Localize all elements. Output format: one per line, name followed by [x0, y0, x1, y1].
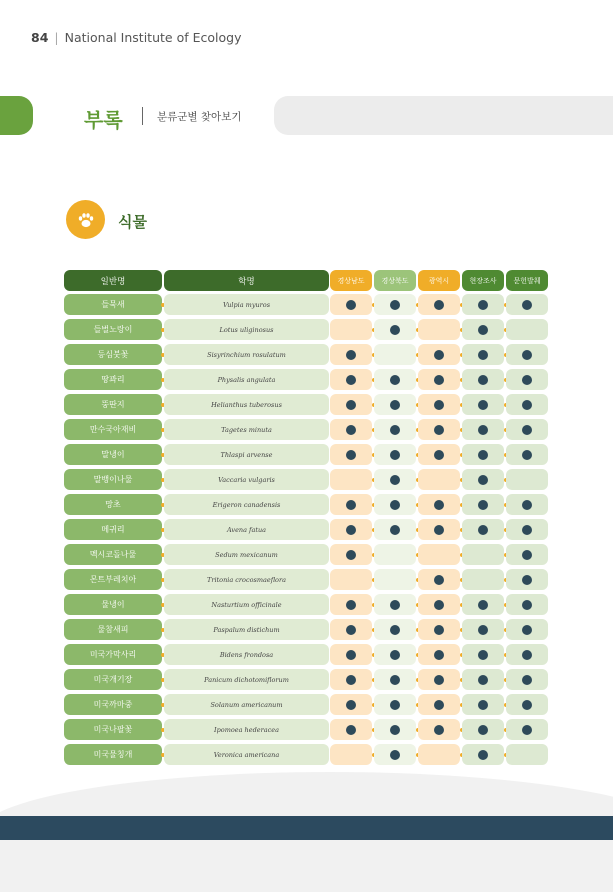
occurrence-cell [330, 469, 372, 490]
occurrence-cell [462, 494, 504, 515]
occurrence-dot [346, 425, 356, 435]
occurrence-dot [390, 500, 400, 510]
occurrence-dot [390, 650, 400, 660]
occurrence-cell [330, 494, 372, 515]
occurrence-cell [374, 319, 416, 340]
publisher-name: National Institute of Ecology [64, 30, 242, 45]
common-name-cell: 미국까마중 [64, 694, 162, 715]
scientific-name-cell: Paspalum distichum [164, 619, 329, 640]
occurrence-dot [478, 625, 488, 635]
occurrence-cell [418, 744, 460, 765]
header-scientific-name: 학명 [164, 270, 329, 291]
scientific-name-cell: Nasturtium officinale [164, 594, 329, 615]
scientific-name-cell: Panicum dichotomiflorum [164, 669, 329, 690]
occurrence-cell [374, 569, 416, 590]
common-name-cell: 말뱅이나물 [64, 469, 162, 490]
occurrence-cell [418, 494, 460, 515]
occurrence-dot [478, 750, 488, 760]
occurrence-dot [434, 350, 444, 360]
occurrence-dot [390, 525, 400, 535]
table-row [0, 544, 613, 565]
section-banner-bar [274, 96, 613, 135]
occurrence-cell [418, 594, 460, 615]
occurrence-cell [330, 319, 372, 340]
section-divider [142, 107, 143, 125]
occurrence-cell [506, 494, 548, 515]
occurrence-cell [330, 744, 372, 765]
occurrence-dot [346, 300, 356, 310]
occurrence-cell [506, 519, 548, 540]
scientific-name-cell: Vulpia myuros [164, 294, 329, 315]
occurrence-cell [506, 719, 548, 740]
section-title: 부록 [84, 108, 123, 132]
occurrence-dot [522, 650, 532, 660]
occurrence-cell [374, 619, 416, 640]
occurrence-cell [418, 669, 460, 690]
page-header [31, 30, 241, 45]
occurrence-dot [346, 450, 356, 460]
table-row [0, 369, 613, 390]
scientific-name-cell: Thlaspi arvense [164, 444, 329, 465]
occurrence-dot [390, 600, 400, 610]
occurrence-cell [374, 344, 416, 365]
occurrence-dot [346, 500, 356, 510]
common-name-cell: 미국가막사리 [64, 644, 162, 665]
occurrence-dot [434, 650, 444, 660]
occurrence-cell [330, 719, 372, 740]
occurrence-dot [346, 675, 356, 685]
occurrence-dot [346, 525, 356, 535]
occurrence-dot [522, 350, 532, 360]
common-name-cell: 들묵새 [64, 294, 162, 315]
occurrence-dot [346, 650, 356, 660]
occurrence-dot [346, 550, 356, 560]
table-row [0, 694, 613, 715]
occurrence-cell [418, 569, 460, 590]
occurrence-dot [390, 750, 400, 760]
occurrence-cell [418, 719, 460, 740]
table-row [0, 669, 613, 690]
occurrence-dot [522, 725, 532, 735]
occurrence-cell [462, 369, 504, 390]
scientific-name-cell: Helianthus tuberosus [164, 394, 329, 415]
occurrence-dot [346, 350, 356, 360]
header-field-survey: 현장조사 [462, 270, 504, 291]
occurrence-dot [434, 700, 444, 710]
table-row [0, 569, 613, 590]
common-name-cell: 만수국아재비 [64, 419, 162, 440]
occurrence-cell [418, 444, 460, 465]
table-row [0, 494, 613, 515]
occurrence-dot [478, 375, 488, 385]
page-number: 84 [31, 30, 49, 45]
occurrence-cell [506, 394, 548, 415]
table-row [0, 294, 613, 315]
common-name-cell: 멕시코돌나물 [64, 544, 162, 565]
occurrence-cell [374, 419, 416, 440]
occurrence-cell [462, 344, 504, 365]
occurrence-dot [434, 425, 444, 435]
occurrence-dot [522, 575, 532, 585]
table-row [0, 619, 613, 640]
occurrence-dot [522, 525, 532, 535]
occurrence-dot [434, 600, 444, 610]
table-row [0, 744, 613, 765]
category-label: 식물 [118, 213, 147, 231]
header-metropolitan: 광역시 [418, 270, 460, 291]
occurrence-cell [374, 444, 416, 465]
occurrence-dot [346, 725, 356, 735]
occurrence-cell [462, 694, 504, 715]
occurrence-cell [462, 719, 504, 740]
occurrence-dot [346, 600, 356, 610]
occurrence-cell [462, 744, 504, 765]
table-row [0, 319, 613, 340]
occurrence-cell [462, 444, 504, 465]
occurrence-cell [330, 544, 372, 565]
occurrence-cell [374, 494, 416, 515]
occurrence-cell [462, 569, 504, 590]
occurrence-cell [506, 419, 548, 440]
occurrence-cell [418, 519, 460, 540]
occurrence-cell [374, 669, 416, 690]
occurrence-cell [330, 569, 372, 590]
occurrence-dot [522, 675, 532, 685]
scientific-name-cell: Bidens frondosa [164, 644, 329, 665]
occurrence-cell [330, 344, 372, 365]
occurrence-cell [330, 694, 372, 715]
common-name-cell: 물냉이 [64, 594, 162, 615]
occurrence-dot [478, 475, 488, 485]
table-row [0, 719, 613, 740]
common-name-cell: 미국나팔꽃 [64, 719, 162, 740]
occurrence-cell [462, 519, 504, 540]
occurrence-cell [462, 469, 504, 490]
occurrence-cell [374, 294, 416, 315]
table-row [0, 519, 613, 540]
occurrence-dot [434, 625, 444, 635]
occurrence-cell [330, 669, 372, 690]
occurrence-dot [478, 400, 488, 410]
occurrence-dot [434, 500, 444, 510]
occurrence-dot [478, 675, 488, 685]
occurrence-dot [390, 725, 400, 735]
occurrence-cell [330, 644, 372, 665]
occurrence-dot [478, 525, 488, 535]
occurrence-cell [506, 294, 548, 315]
occurrence-cell [418, 319, 460, 340]
occurrence-cell [374, 594, 416, 615]
occurrence-cell [374, 744, 416, 765]
occurrence-dot [390, 675, 400, 685]
scientific-name-cell: Veronica americana [164, 744, 329, 765]
occurrence-cell [462, 394, 504, 415]
occurrence-cell [418, 469, 460, 490]
occurrence-cell [374, 469, 416, 490]
occurrence-dot [522, 400, 532, 410]
common-name-cell: 말냉이 [64, 444, 162, 465]
occurrence-cell [374, 719, 416, 740]
occurrence-dot [390, 475, 400, 485]
occurrence-dot [390, 425, 400, 435]
section-tab-marker [0, 96, 33, 135]
scientific-name-cell: Tritonia crocosmaeflora [164, 569, 329, 590]
occurrence-cell [506, 469, 548, 490]
occurrence-dot [346, 400, 356, 410]
occurrence-cell [462, 544, 504, 565]
occurrence-dot [434, 575, 444, 585]
header-common-name: 일반명 [64, 270, 162, 291]
scientific-name-cell: Erigeron canadensis [164, 494, 329, 515]
occurrence-cell [418, 394, 460, 415]
scientific-name-cell: Solanum americanum [164, 694, 329, 715]
occurrence-cell [506, 569, 548, 590]
common-name-cell: 땅꽈리 [64, 369, 162, 390]
occurrence-dot [522, 425, 532, 435]
occurrence-cell [462, 419, 504, 440]
common-name-cell: 몬트부레치아 [64, 569, 162, 590]
occurrence-dot [390, 300, 400, 310]
occurrence-cell [506, 594, 548, 615]
occurrence-dot [434, 300, 444, 310]
occurrence-cell [418, 369, 460, 390]
occurrence-cell [418, 544, 460, 565]
occurrence-cell [374, 519, 416, 540]
table-row [0, 344, 613, 365]
occurrence-dot [522, 600, 532, 610]
occurrence-cell [462, 669, 504, 690]
occurrence-cell [506, 619, 548, 640]
occurrence-dot [522, 625, 532, 635]
common-name-cell: 등심붓꽃 [64, 344, 162, 365]
occurrence-dot [478, 350, 488, 360]
common-name-cell: 망초 [64, 494, 162, 515]
header-gyeongbuk: 경상북도 [374, 270, 416, 291]
scientific-name-cell: Avena fatua [164, 519, 329, 540]
table-row [0, 444, 613, 465]
occurrence-dot [390, 375, 400, 385]
scientific-name-cell: Tagetes minuta [164, 419, 329, 440]
occurrence-dot [522, 550, 532, 560]
occurrence-cell [506, 344, 548, 365]
common-name-cell: 메귀리 [64, 519, 162, 540]
occurrence-cell [330, 444, 372, 465]
occurrence-dot [478, 300, 488, 310]
table-row [0, 594, 613, 615]
table-row [0, 419, 613, 440]
occurrence-cell [374, 644, 416, 665]
section-subtitle: 분류군별 찾아보기 [157, 111, 242, 123]
occurrence-cell [418, 419, 460, 440]
occurrence-cell [330, 594, 372, 615]
occurrence-dot [346, 700, 356, 710]
occurrence-cell [462, 594, 504, 615]
occurrence-dot [522, 700, 532, 710]
occurrence-cell [330, 519, 372, 540]
occurrence-cell [506, 694, 548, 715]
occurrence-dot [478, 650, 488, 660]
occurrence-cell [462, 644, 504, 665]
table-row [0, 644, 613, 665]
occurrence-dot [478, 325, 488, 335]
common-name-cell: 미국물칭개 [64, 744, 162, 765]
occurrence-cell [330, 419, 372, 440]
occurrence-dot [522, 375, 532, 385]
scientific-name-cell: Vaccaria vulgaris [164, 469, 329, 490]
occurrence-cell [462, 319, 504, 340]
common-name-cell: 미국개기장 [64, 669, 162, 690]
occurrence-cell [506, 669, 548, 690]
common-name-cell: 뚱딴지 [64, 394, 162, 415]
occurrence-dot [478, 725, 488, 735]
occurrence-dot [390, 325, 400, 335]
paw-icon [66, 200, 105, 239]
occurrence-cell [506, 444, 548, 465]
occurrence-dot [390, 450, 400, 460]
occurrence-dot [522, 300, 532, 310]
scientific-name-cell: Sedum mexicanum [164, 544, 329, 565]
table-row [0, 394, 613, 415]
occurrence-dot [478, 450, 488, 460]
occurrence-dot [434, 400, 444, 410]
occurrence-dot [522, 500, 532, 510]
occurrence-cell [462, 619, 504, 640]
occurrence-cell [506, 544, 548, 565]
occurrence-dot [478, 425, 488, 435]
occurrence-dot [478, 600, 488, 610]
occurrence-cell [506, 644, 548, 665]
scientific-name-cell: Physalis angulata [164, 369, 329, 390]
occurrence-cell [330, 619, 372, 640]
occurrence-dot [434, 525, 444, 535]
occurrence-cell [418, 644, 460, 665]
occurrence-dot [434, 375, 444, 385]
occurrence-dot [390, 625, 400, 635]
header-separator: | [54, 30, 59, 45]
occurrence-cell [330, 369, 372, 390]
occurrence-dot [434, 675, 444, 685]
header-gyeongnam: 경상남도 [330, 270, 372, 291]
occurrence-cell [506, 319, 548, 340]
occurrence-cell [418, 344, 460, 365]
common-name-cell: 물참새피 [64, 619, 162, 640]
occurrence-cell [506, 369, 548, 390]
occurrence-dot [478, 700, 488, 710]
table-row [0, 469, 613, 490]
occurrence-dot [390, 700, 400, 710]
occurrence-cell [374, 544, 416, 565]
occurrence-cell [374, 369, 416, 390]
occurrence-cell [462, 294, 504, 315]
occurrence-dot [434, 725, 444, 735]
occurrence-cell [418, 294, 460, 315]
scientific-name-cell: Ipomoea hederacea [164, 719, 329, 740]
occurrence-cell [374, 694, 416, 715]
occurrence-cell [374, 394, 416, 415]
occurrence-dot [346, 625, 356, 635]
occurrence-cell [418, 694, 460, 715]
occurrence-cell [330, 394, 372, 415]
scientific-name-cell: Sisyrinchium rosulatum [164, 344, 329, 365]
scientific-name-cell: Lotus uliginosus [164, 319, 329, 340]
occurrence-dot [390, 400, 400, 410]
occurrence-dot [478, 500, 488, 510]
occurrence-cell [506, 744, 548, 765]
header-literature: 문헌발췌 [506, 270, 548, 291]
occurrence-dot [346, 375, 356, 385]
footer-band [0, 816, 613, 840]
occurrence-dot [434, 450, 444, 460]
occurrence-cell [418, 619, 460, 640]
occurrence-cell [330, 294, 372, 315]
occurrence-dot [522, 450, 532, 460]
common-name-cell: 들벌노랑이 [64, 319, 162, 340]
